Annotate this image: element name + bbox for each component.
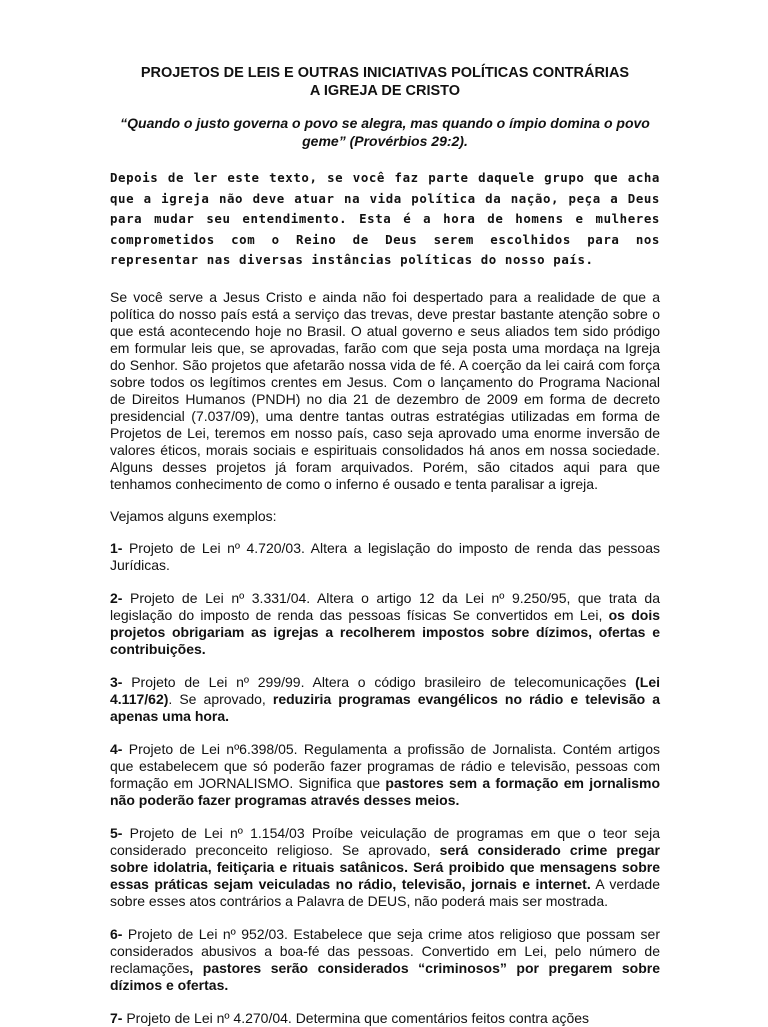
item-number: 7-	[110, 1009, 123, 1026]
item-number: 6-	[110, 925, 123, 942]
title-line-2: A IGREJA DE CRISTO	[309, 83, 461, 99]
intro-paragraph: Depois de ler este texto, se você faz parte daquele grupo que acha que a igreja não deve atuar na vida política da nação, peça a Deus para mudar seu entendimento. Esta é a hora de homens e mulheres comprometidos com o Reino de Deus serem escolhidos para nos representar nas diversas instâncias políticas do nosso país.	[110, 170, 660, 267]
item-number: 4-	[110, 740, 123, 757]
item-text: Projeto de Lei nº 952/03. Estabelece que seja crime atos religioso que possam ser considerados abusivos a boa-fé das pessoas. Convertido em Lei, pelo número de reclamações	[110, 925, 660, 976]
body-paragraph: Se você serve a Jesus Cristo e ainda não foi despertado para a realidade de que a política do nosso país está a serviço das trevas, deve prestar bastante atenção sobre o que está acontecendo hoje no Brasil. O atual governo e seus aliados tem sido pródigo em formular leis que, se aprovadas, farão com que seja posta uma mordaça na Igreja do Senhor. São projetos que afetarão nossa vida de fé. A coerção da lei cairá com força sobre todos os legítimos crentes em Jesus. Com o lançamento do Programa Nacional de Direitos Humanos (PNDH) no dia 21 de dezembro de 2009 em forma de decreto presidencial (7.037/09), uma dentre tantas outras estratégias utilizadas em forma de Projetos de Lei, teremos em nosso país, caso seja aprovado uma enorme inversão de valores éticos, morais sociais e espirituais consolidados há anos em nossa sociedade. Alguns desses projetos já foram arquivados. Porém, são citados aqui para que tenhamos conhecimento de como o inferno é ousado e tenta paralisar a igreja.	[110, 288, 660, 492]
list-item	[110, 590, 660, 658]
item-emphasis: será considerado crime pregar sobre idolatria, feitiçaria e rituais satânicos. Será proibido que mensagens sobre essas práticas sejam veiculadas no rádio, televisão, jornais e internet.	[110, 841, 660, 892]
item-text: Projeto de Lei nº 4.270/04. Determina que comentários feitos contra ações	[122, 1009, 590, 1026]
title-line-1: PROJETOS DE LEIS E OUTRAS INICIATIVAS POLÍTICAS CONTRÁRIAS	[140, 65, 630, 81]
item-emphasis: pastores sem a formação em jornalismo não poderão fazer programas através desses meios.	[110, 774, 660, 808]
item-text: Projeto de Lei nº 4.720/03. Altera a legislação do imposto de renda das pessoas Jurídicas.	[110, 539, 660, 573]
item-emphasis: , pastores serão considerados “criminosos” por pregarem sobre dízimos e ofertas.	[110, 959, 660, 993]
item-number: 1-	[110, 539, 123, 556]
list-item	[110, 926, 660, 994]
list-item	[110, 540, 660, 574]
item-text: Projeto de Lei nº 1.154/03 Proíbe veiculação de programas em que o teor seja considerado preconceito religioso. Se aprovado,	[110, 824, 660, 858]
item-text: Projeto de Lei nº 3.331/04. Altera o artigo 12 da Lei nº 9.250/95, que trata da legislação do imposto de renda das pessoas físicas Se convertidos em Lei,	[110, 589, 660, 623]
item-law-reference: (Lei 4.117/62)	[110, 673, 660, 707]
item-text-continued: A verdade sobre esses atos contrários a Palavra de DEUS, não poderá mais ser mostrada.	[110, 875, 660, 909]
examples-intro: Vejamos alguns exemplos:	[110, 507, 277, 524]
list-item	[110, 741, 660, 809]
item-text-continued: . Se aprovado,	[168, 690, 273, 707]
list-item	[110, 825, 660, 910]
item-text: Projeto de Lei nº6.398/05. Regulamenta a profissão de Jornalista. Contém artigos que estabelecem que só poderão fazer programas de rádio e televisão, pessoas com formação em JORNALISMO. Significa que	[110, 740, 660, 791]
item-number: 3-	[110, 673, 123, 690]
document-title	[110, 64, 660, 100]
item-emphasis: os dois projetos obrigariam as igrejas a recolherem impostos sobre dízimos, ofertas e contribuições.	[110, 606, 660, 657]
item-text: Projeto de Lei nº 299/99. Altera o código brasileiro de telecomunicações	[122, 673, 636, 690]
item-number: 2-	[110, 589, 123, 606]
item-number: 5-	[110, 824, 123, 841]
bible-quote: “Quando o justo governa o povo se alegra, mas quando o ímpio domina o povo geme” (Provérbios 29:2).	[120, 115, 650, 149]
list-item	[110, 674, 660, 725]
item-emphasis: reduziria programas evangélicos no rádio e televisão a apenas uma hora.	[110, 690, 661, 724]
